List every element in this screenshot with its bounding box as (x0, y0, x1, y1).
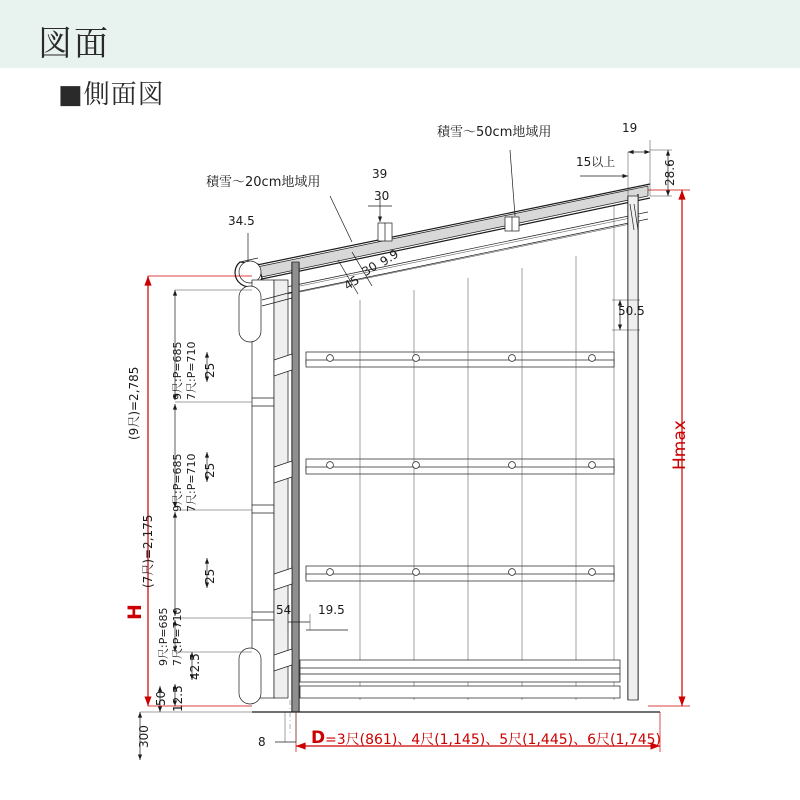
label-h-9shaku: (9尺)=2,785 (127, 366, 141, 440)
dim-50: 50 (154, 690, 168, 706)
label-snow-50: 積雪〜50cm地域用 (437, 125, 552, 140)
dim-25-b: 25 (203, 462, 217, 478)
dim-19-5: 19.5 (318, 603, 345, 617)
dim-50-5-label: 50.5 (618, 304, 645, 318)
left-post (239, 262, 299, 712)
label-h-7shaku: (7尺)=2,175 (141, 514, 155, 588)
dim-42-5: 42.5 (188, 653, 202, 680)
dim-8: 8 (258, 735, 266, 749)
dim-p-9shaku-a: 9尺:P=685 (171, 341, 184, 400)
dim-p-7shaku-b: 7尺:P=710 (185, 453, 198, 512)
dim-25-c: 25 (203, 568, 217, 584)
panel-frame (252, 256, 660, 712)
dim-8 (275, 712, 296, 742)
dim-34-5: 34.5 (228, 214, 255, 228)
dim-9-9: 9.9 (377, 246, 402, 269)
dim-p-7shaku-a: 7尺:P=710 (185, 341, 198, 400)
dim-p-9shaku-b: 9尺:P=685 (171, 453, 184, 512)
label-snow-20: 積雪〜20cm地域用 (206, 175, 321, 190)
dim-300: 300 (137, 725, 151, 748)
dim-15-over: 15以上 (576, 155, 616, 169)
label-d-value: =3尺(861)、4尺(1,145)、5尺(1,445)、6尺(1,745) (325, 732, 662, 748)
dim-30: 30 (374, 189, 390, 203)
label-h: H (124, 604, 146, 620)
roof-assembly (252, 184, 650, 299)
dim-19: 19 (622, 121, 638, 135)
dim-45: 45 (341, 272, 362, 293)
dim-25-a: 25 (203, 362, 217, 378)
dim-p-7shaku-c: 7尺:P=710 (171, 607, 184, 666)
dim-39: 39 (372, 167, 388, 181)
dim-p-9shaku-c: 9尺:P=685 (157, 607, 170, 666)
dim-12-5: 12.5 (171, 685, 185, 712)
page-title: 図面 (38, 24, 110, 64)
label-hmax: Hmax (670, 420, 690, 470)
dim-30-b: 30 (359, 258, 380, 279)
label-d: D (311, 728, 326, 748)
right-post (614, 194, 638, 700)
section-title: ■側面図 (58, 80, 165, 110)
dim-54: 54 (276, 603, 292, 617)
dim-28-6: 28.6 (663, 159, 677, 186)
